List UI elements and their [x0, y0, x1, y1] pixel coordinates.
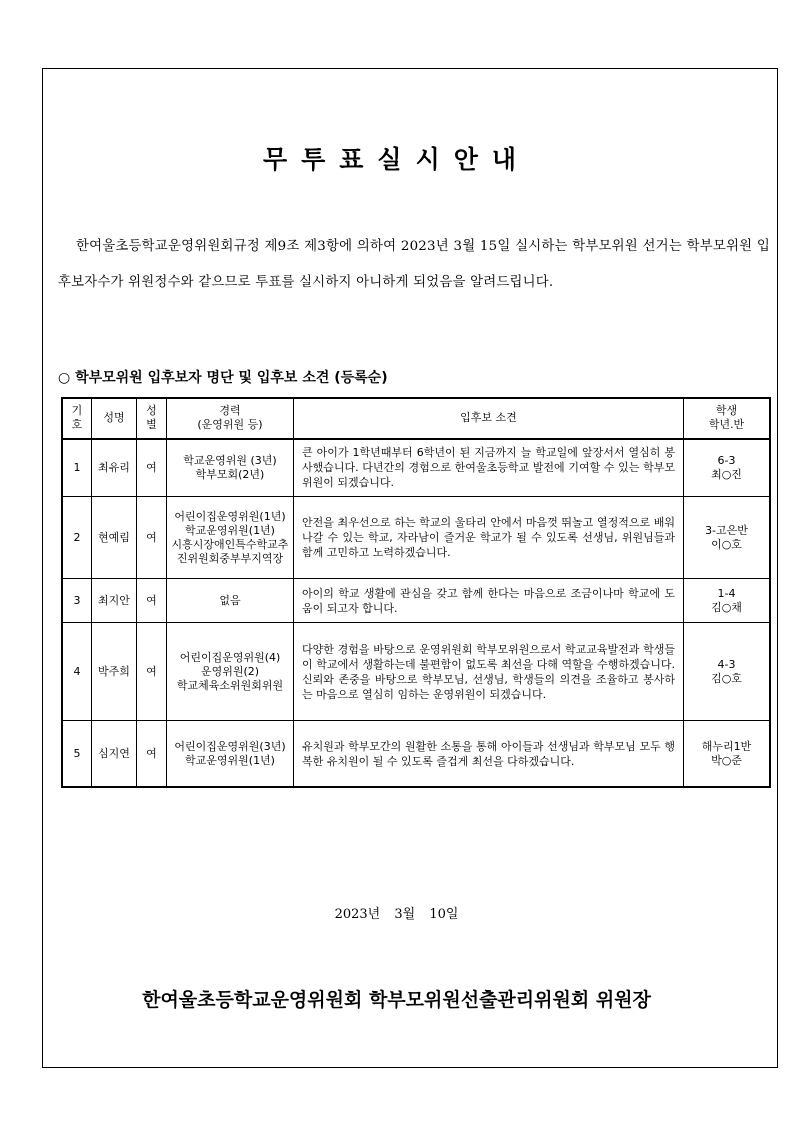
- cell-no: 5: [63, 721, 92, 787]
- cell-name: 현예림: [92, 497, 137, 579]
- cell-class: 6-3 최○진: [684, 439, 770, 497]
- cell-name: 최지안: [92, 579, 137, 623]
- cell-career: 학교운영위원 (3년) 학부모회(2년): [167, 439, 294, 497]
- cell-class: 해누리1반 박○준: [684, 721, 770, 787]
- cell-no: 3: [63, 579, 92, 623]
- cell-opinion: 안전을 최우선으로 하는 학교의 울타리 안에서 마음껏 뛰놀고 열정적으로 배워나갈 수 있는 학교, 자라남이 즐거운 학교가 될 수 있도록 선생님, 위원님들과 함께 고민하고 노력하겠습니다.: [294, 497, 684, 579]
- cell-name: 최유리: [92, 439, 137, 497]
- header-opinion: 입후보 소견: [294, 399, 684, 439]
- cell-opinion: 큰 아이가 1학년때부터 6학년이 된 지금까지 늘 학교일에 앞장서서 열심히 봉사했습니다. 다년간의 경험으로 한여울초등학교 발전에 기여할 수 있는 학부모위원이 되겠습니다.: [294, 439, 684, 497]
- cell-career: 어린이집운영위원(3년) 학교운영위원(1년): [167, 721, 294, 787]
- header-sex: 성별: [137, 399, 167, 439]
- cell-opinion: 다양한 경험을 바탕으로 운영위원회 학부모위원으로서 학교교육발전과 학생들이 학교에서 생활하는데 불편함이 없도록 최선을 다해 역할을 수행하겠습니다. 신뢰와 존중을 바탕으로 학부모님, 선생님, 학생들의 의견을 조율하고 봉사하는 마음으로 열심히 임하는 운영위원이 되겠습니다.: [294, 623, 684, 721]
- header-career: 경력 (운영위원 등): [167, 399, 294, 439]
- cell-opinion: 유치원과 학부모간의 원활한 소통을 통해 아이들과 선생님과 학부모님 모두 행복한 유치원이 될 수 있도록 즐겁게 최선을 다하겠습니다.: [294, 721, 684, 787]
- cell-no: 1: [63, 439, 92, 497]
- header-class: 학생 학년.반: [684, 399, 770, 439]
- cell-no: 2: [63, 497, 92, 579]
- cell-no: 4: [63, 623, 92, 721]
- cell-career: 어린이집운영위원(1년) 학교운영위원(1년) 시흥시장애인특수학교추진위원회중부부지역장: [167, 497, 294, 579]
- table-row: [63, 623, 770, 721]
- cell-opinion: 아이의 학교 생활에 관심을 갖고 함께 한다는 마음으로 조금이나마 학교에 도움이 되고자 합니다.: [294, 579, 684, 623]
- cell-sex: 여: [137, 439, 167, 497]
- cell-sex: 여: [137, 497, 167, 579]
- cell-class: 4-3 김○호: [684, 623, 770, 721]
- header-name: 성명: [92, 399, 137, 439]
- cell-career: 없음: [167, 579, 294, 623]
- cell-sex: 여: [137, 721, 167, 787]
- candidate-table: [62, 398, 770, 787]
- table-row: [63, 497, 770, 579]
- header-no: 기호: [63, 399, 92, 439]
- cell-name: 박주희: [92, 623, 137, 721]
- table-row: [63, 579, 770, 623]
- section-heading: ○ 학부모위원 입후보자 명단 및 입후보 소견 (등록순): [58, 370, 388, 386]
- table-header-row: [63, 399, 770, 439]
- page-title: 무투표실시안내: [262, 145, 531, 174]
- cell-class: 1-4 김○채: [684, 579, 770, 623]
- cell-sex: 여: [137, 579, 167, 623]
- intro-paragraph: 한여울초등학교운영위원회규정 제9조 제3항에 의하여 2023년 3월 15일 실시하는 학부모위원 선거는 학부모위원 입후보자수가 위원정수와 같으므로 투표를 실시하지 아니하게 되었음을 알려드립니다.: [58, 239, 770, 290]
- table-row: [63, 721, 770, 787]
- cell-name: 심지연: [92, 721, 137, 787]
- cell-sex: 여: [137, 623, 167, 721]
- cell-career: 어린이집운영위원(4) 운영위원(2) 학교체육소위원회위원: [167, 623, 294, 721]
- document-date: 2023년 3월 10일: [334, 907, 459, 922]
- cell-class: 3-고은반 이○호: [684, 497, 770, 579]
- table-row: [63, 439, 770, 497]
- signature-line: 한여울초등학교운영위원회 학부모위원선출관리위원회 위원장: [142, 989, 651, 1011]
